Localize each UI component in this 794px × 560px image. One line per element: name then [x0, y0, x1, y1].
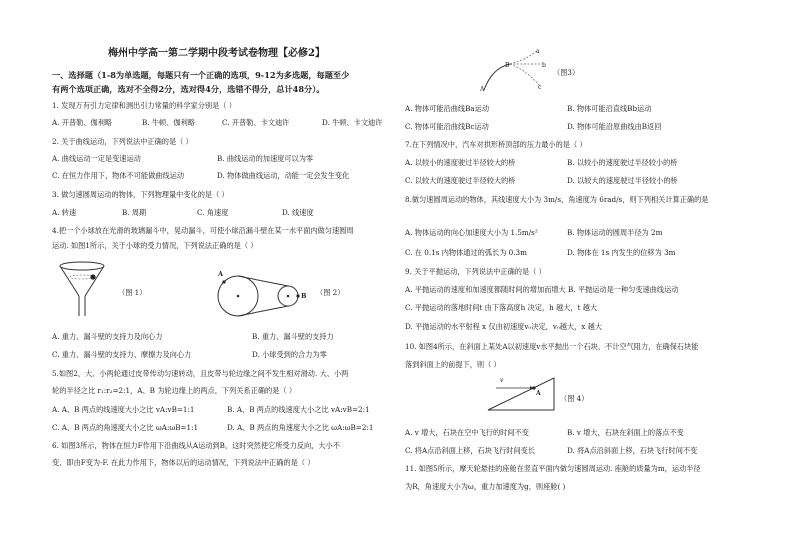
pulley-figure — [210, 272, 310, 320]
question-5-line1: 5.如图2，大、小两轮通过皮带传动匀速转动，且皮带与轮边缘之间不发生相对滑动. 大、小两 — [52, 369, 349, 378]
option-a: A. 重力、漏斗壁的支持力及向心力 — [52, 332, 163, 341]
question-9-option-ab: A. 平抛运动的速度和加速度都随时间的增加而增大 B. 平抛运动是一种匀变速曲线运动 — [405, 285, 679, 294]
option-b: B. 以较小的速度驶过半径较小的桥 — [567, 158, 678, 167]
question-5-line2: 轮的半径之比 r₁:r₂=2:1，A、B 为轮边缘上的两点，下列关系正确的是（ ） — [52, 386, 297, 395]
option-c: C. 以较大的速度驶过半径较大的桥 — [405, 176, 516, 185]
option-a: A. A、B 两点的线速度大小之比 vA:vB=1:1 — [52, 405, 195, 414]
question-4-line1: 4.把一个小球放在光滑的玻璃漏斗中，晃动漏斗，可使小球沿漏斗壁在某一水平面内做匀速圆周 — [52, 226, 354, 235]
option-b: B. 物体运动的圆周半径为 2m — [567, 228, 663, 237]
question-11-line2: 为R，角速度大小为ω，重力加速度为g，则座舱( ) — [405, 482, 566, 491]
option-a: A. 物体可能沿曲线Ba运动 — [405, 104, 490, 113]
question-6-line2: 变，即由F变为-F. 在此力作用下，物体以后的运动情况，下列说法中正确的是（ ） — [52, 458, 315, 467]
figure-3-label-a-point: A — [480, 86, 485, 93]
option-b: B. A、B 两点的线速度大小之比 vA:vB=2:1 — [227, 405, 370, 414]
option-a: A. 转速 — [52, 208, 77, 217]
funnel-figure — [52, 260, 112, 320]
option-b: B. 周期 — [122, 208, 147, 217]
question-3: 3. 做匀速圆周运动的物体，下列物理量中变化的是（ ） — [52, 190, 229, 199]
figure-3-label-b-point: B — [505, 62, 510, 69]
option-c: C. 角速度 — [197, 208, 229, 217]
option-a: A. 曲线运动一定是变速运动 — [52, 154, 141, 163]
question-2: 2. 关于曲线运动，下列说法中正确的是（ ） — [52, 137, 193, 146]
option-d: D. 线速度 — [282, 208, 314, 217]
option-b: B. 重力、漏斗壁的支持力 — [252, 332, 334, 341]
question-8: 8.做匀速圆周运动的物体，其线速度大小为 3m/s，角速度为 6rad/s，则下列相关计算正确的是 — [405, 195, 709, 204]
option-a: A. 物体运动的向心加速度大小为 1.5m/s² — [405, 228, 538, 237]
option-d: D. A、B 两点的角速度大小之比 ωA:ωB=2:1 — [227, 423, 374, 432]
question-9: 9. 关于平抛运动，下列说法中正确的是（ ） — [405, 267, 546, 276]
option-c: C. 物体可能沿曲线Bc运动 — [405, 122, 489, 131]
figure-3-label-b: b — [542, 62, 546, 69]
option-d: D. 物体可能沿原曲线由B返回 — [567, 122, 662, 131]
option-d: D. 将A点沿斜面上移，石块飞行时间不变 — [567, 446, 698, 455]
option-c: C. A、B 两点的角速度大小之比 ωA:ωB=1:1 — [52, 423, 199, 432]
option-b: B. 牛顿、伽利略 — [142, 118, 195, 127]
question-9-option-d: D. 平抛运动的水平射程 x 仅由初速度v₀决定，v₀越大，x 越大 — [405, 322, 603, 331]
section-instructions-line1: 一、选择题（1-8为单选题，每题只有一个正确的选项，9-12为多选题，每题至少 — [52, 70, 350, 80]
option-b: B. v 增大，石块在斜面上的落点不变 — [567, 428, 684, 437]
page-title: 梅州中学高一第二学期中段考试卷物理【必修2】 — [108, 48, 325, 59]
figure-1-caption: （图 1） — [118, 288, 147, 297]
option-a: A. 开普勒、伽利略 — [52, 118, 113, 127]
figure-4-caption: （图 4） — [560, 394, 589, 403]
question-1: 1. 发现万有引力定律和测出引力常量的科学家分别是（ ） — [52, 101, 236, 110]
section-instructions-line2: 有两个选项正确，选对不全得2分，选对得4分，选错不得分，总计48分）。 — [52, 84, 325, 94]
option-c: C. 将A点沿斜面上移，石块飞行时间变长 — [405, 446, 536, 455]
question-9-option-c: C. 平抛运动的落地时间t 由下落高度h 决定，h 越大，t 越大 — [405, 303, 598, 312]
option-c: C. 在 0.1s 内物体通过的弧长为 0.3m — [405, 248, 527, 257]
option-d: D. 物体做曲线运动，动能一定会发生变化 — [217, 171, 350, 180]
question-11-line1: 11. 如图5所示，摩天轮悬挂的座舱在竖直平面内做匀速圆周运动. 座舱的质量为m，运动半径 — [405, 464, 701, 473]
figure-3-label-a: a — [536, 48, 540, 55]
option-d: D. 以较大的速度驶过半径较小的桥 — [567, 176, 678, 185]
option-c: C. 开普勒、卡文迪许 — [222, 118, 290, 127]
question-10-line1: 10. 如图4所示，在斜面上某处A以初速度v水平抛出一个石块，不计空气阻力，在确保石块能 — [405, 342, 699, 351]
figure-3-caption: （图3） — [553, 68, 580, 77]
incline-figure — [486, 376, 556, 412]
figure-4-label-v: v — [500, 377, 504, 384]
question-10-line2: 落到斜面上的前提下，则（ ） — [405, 360, 501, 369]
option-d: D. 牛顿、卡文迪许 — [322, 118, 383, 127]
question-7: 7.在下列情况中，汽车对拱形桥顶部的压力最小的是（ ） — [405, 140, 587, 149]
option-c: C. 重力、漏斗壁的支持力、摩擦力及向心力 — [52, 350, 192, 359]
option-b: B. 物体可能沿直线Bb运动 — [567, 104, 652, 113]
option-c: C. 在恒力作用下，物体不可能做曲线运动 — [52, 171, 185, 180]
figure-2-label-a: A — [218, 270, 224, 278]
figure-3-label-c: c — [538, 84, 542, 91]
question-6-line1: 6. 如图3所示，物体在恒力F作用下沿曲线从A运动到B，这时突然使它所受力反向，大小不 — [52, 441, 340, 450]
figure-4-label-a: A — [536, 390, 541, 397]
figure-2-caption: （图 2） — [316, 288, 345, 297]
option-a: A. v 增大，石块在空中飞行的时间不变 — [405, 428, 529, 437]
option-a: A. 以较小的速度驶过半径较大的桥 — [405, 158, 516, 167]
figure-2-label-b: B — [301, 292, 307, 300]
option-d: D. 小球受到的合力为零 — [252, 350, 327, 359]
option-b: B. 曲线运动的加速度可以为零 — [217, 154, 314, 163]
option-d: D. 物体在 1s 内发生的位移为 3m — [567, 248, 676, 257]
question-4-line2: 运动. 如图1所示，关于小球的受力情况，下列说法正确的是（ ） — [52, 241, 258, 250]
